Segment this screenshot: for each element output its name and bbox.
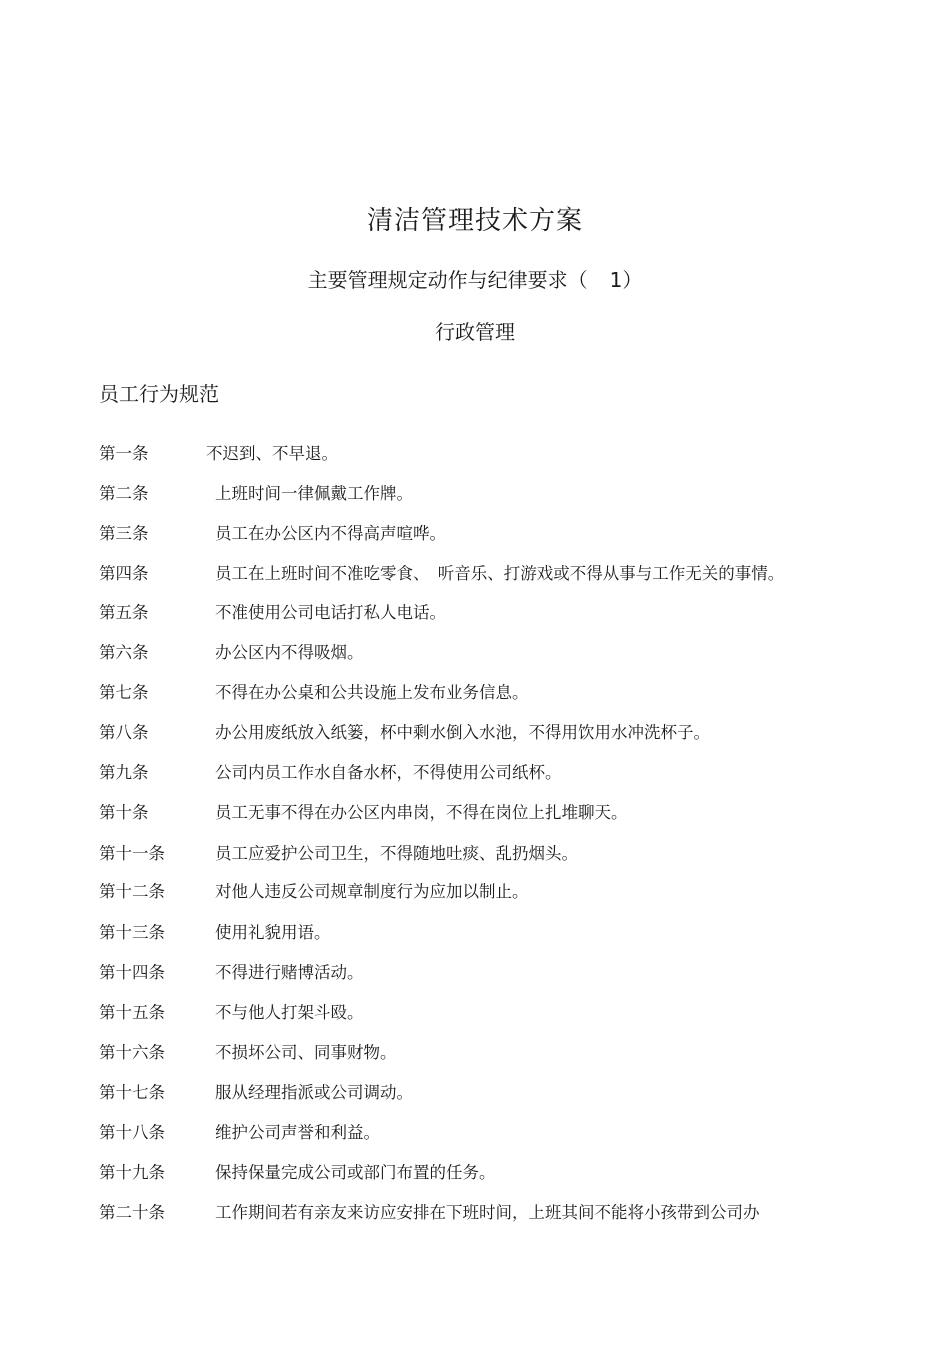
article-text: 保持保量完成公司或部门布置的任务。 xyxy=(215,1163,496,1182)
article-text: 办公用废纸放入纸篓，杯中剩水倒入水池，不得用饮用水冲洗杯子。 xyxy=(215,723,710,742)
article-label: 第三条 xyxy=(99,524,149,543)
article-text: 办公区内不得吸烟。 xyxy=(215,643,364,662)
article-label: 第十五条 xyxy=(99,1003,165,1022)
document-subtitle xyxy=(0,264,950,293)
article-label: 第二十条 xyxy=(99,1203,165,1222)
article-text: 员工应爱护公司卫生，不得随地吐痰、乱扔烟头。 xyxy=(215,844,578,863)
article-text: 使用礼貌用语。 xyxy=(215,923,331,942)
subtitle-text: 主要管理规定动作与纪律要求（ xyxy=(307,268,588,292)
section-heading: 员工行为规范 xyxy=(99,382,219,406)
article-text: 员工在上班时间不准吃零食、 听音乐、打游戏或不得从事与工作无关的事情。 xyxy=(215,564,785,583)
article-label: 第七条 xyxy=(99,683,149,702)
article-item xyxy=(99,480,879,504)
article-label: 第四条 xyxy=(99,564,149,583)
article-item xyxy=(99,1079,879,1103)
article-label: 第二条 xyxy=(99,484,149,503)
article-label: 第十四条 xyxy=(99,963,165,982)
article-text: 不迟到、不早退。 xyxy=(206,444,338,463)
article-label: 第八条 xyxy=(99,723,149,742)
article-item xyxy=(99,799,879,823)
article-text: 不与他人打架斗殴。 xyxy=(215,1003,364,1022)
article-item xyxy=(99,599,879,623)
article-label: 第十八条 xyxy=(99,1123,165,1142)
article-item xyxy=(99,999,879,1023)
article-item xyxy=(99,520,879,544)
article-item xyxy=(99,1159,879,1183)
article-label: 第六条 xyxy=(99,643,149,662)
subtitle-number: 1） xyxy=(609,268,643,292)
article-item xyxy=(99,560,879,584)
article-item xyxy=(99,440,879,464)
article-text: 服从经理指派或公司调动。 xyxy=(215,1083,413,1102)
article-item xyxy=(99,679,879,703)
article-label: 第一条 xyxy=(99,444,149,463)
article-item xyxy=(99,759,879,783)
article-item xyxy=(99,639,879,663)
article-text: 对他人违反公司规章制度行为应加以制止。 xyxy=(215,882,529,901)
article-item xyxy=(99,878,879,902)
article-item xyxy=(99,1119,879,1143)
article-item xyxy=(99,840,879,864)
article-label: 第十三条 xyxy=(99,923,165,942)
article-text: 公司内员工作水自备水杯，不得使用公司纸杯。 xyxy=(215,763,562,782)
article-label: 第十七条 xyxy=(99,1083,165,1102)
article-label: 第十九条 xyxy=(99,1163,165,1182)
article-label: 第五条 xyxy=(99,603,149,622)
article-item xyxy=(99,959,879,983)
article-label: 第九条 xyxy=(99,763,149,782)
article-text: 不得进行赌博活动。 xyxy=(215,963,364,982)
article-label: 第十条 xyxy=(99,803,149,822)
article-label: 第十一条 xyxy=(99,844,165,863)
article-text: 不得在办公桌和公共设施上发布业务信息。 xyxy=(215,683,529,702)
article-item xyxy=(99,1199,879,1223)
article-item xyxy=(99,719,879,743)
article-text: 维护公司声誉和利益。 xyxy=(215,1123,380,1142)
department-heading: 行政管理 xyxy=(435,320,515,344)
article-label: 第十六条 xyxy=(99,1043,165,1062)
article-label: 第十二条 xyxy=(99,882,165,901)
article-text: 上班时间一律佩戴工作牌。 xyxy=(215,484,413,503)
document-title: 清洁管理技术方案 xyxy=(366,206,583,236)
article-text: 不准使用公司电话打私人电话。 xyxy=(215,603,446,622)
article-text: 员工在办公区内不得高声喧哗。 xyxy=(215,524,446,543)
article-text: 工作期间若有亲友来访应安排在下班时间，上班其间不能将小孩带到公司办 xyxy=(215,1203,760,1222)
article-item xyxy=(99,919,879,943)
article-text: 员工无事不得在办公区内串岗，不得在岗位上扎堆聊天。 xyxy=(215,803,628,822)
article-text: 不损坏公司、同事财物。 xyxy=(215,1043,397,1062)
article-item xyxy=(99,1039,879,1063)
